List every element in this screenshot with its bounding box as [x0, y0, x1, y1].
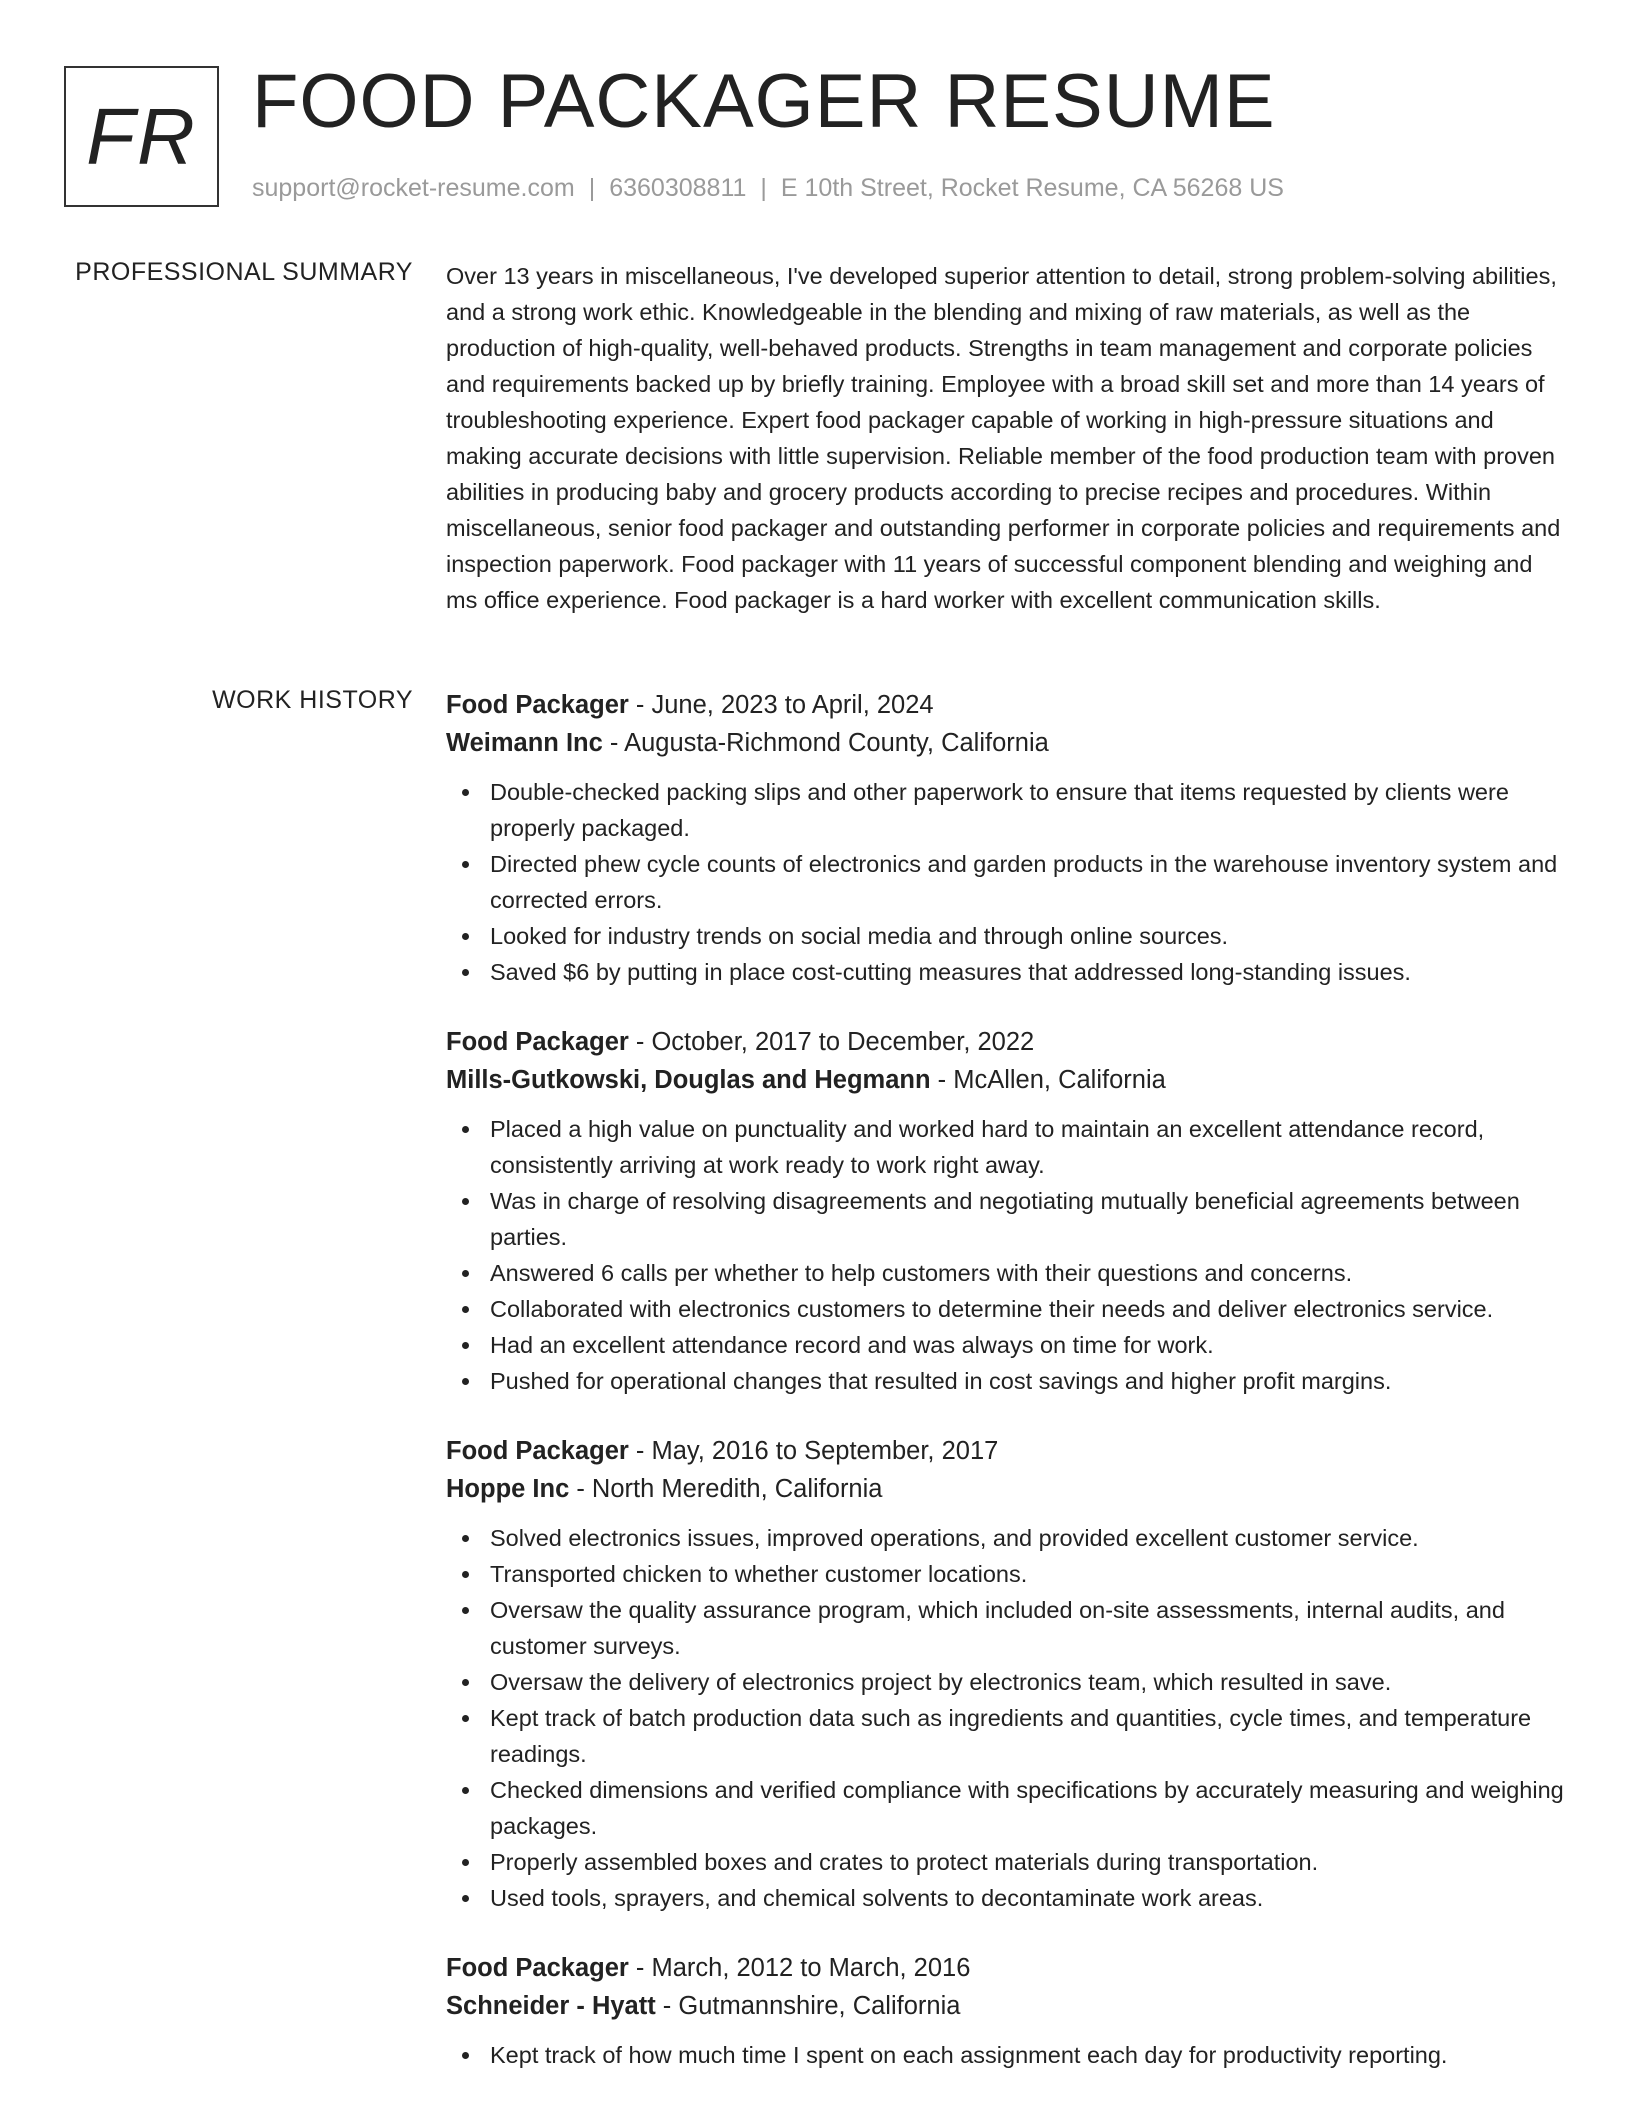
list-item: Was in charge of resolving disagreements and negotiating mutually beneficial agreements between parties. [446, 1183, 1564, 1255]
job-title: Food Packager [446, 1028, 629, 1056]
contact-separator: | [588, 174, 596, 202]
job-company-line [446, 1470, 1564, 1508]
job-company: Schneider - Hyatt [446, 1992, 656, 2020]
job-bullets [446, 774, 1564, 990]
list-item: Oversaw the quality assurance program, which included on-site assessments, internal audits, and customer surveys. [446, 1592, 1564, 1664]
section-heading: WORK HISTORY [212, 686, 413, 714]
list-item: Saved $6 by putting in place cost-cutting measures that addressed long-standing issues. [446, 954, 1564, 990]
list-item: Looked for industry trends on social media and through online sources. [446, 918, 1564, 954]
job-dates: - June, 2023 to April, 2024 [628, 691, 934, 719]
job-bullets [446, 1520, 1564, 1916]
list-item: Oversaw the delivery of electronics project by electronics team, which resulted in save. [446, 1664, 1564, 1700]
job-location: - McAllen, California [930, 1066, 1166, 1094]
contact-phone: 6360308811 [609, 174, 747, 202]
job-company-line [446, 1061, 1564, 1099]
list-item: Solved electronics issues, improved operations, and provided excellent customer service. [446, 1520, 1564, 1556]
list-item: Answered 6 calls per whether to help customers with their questions and concerns. [446, 1255, 1564, 1291]
job-bullets [446, 1111, 1564, 1399]
job-company: Hoppe Inc [446, 1475, 570, 1503]
summary-text: Over 13 years in miscellaneous, I've developed superior attention to detail, strong problem-solving abilities, and a strong work ethic. Knowledgeable in the blending and mixing of raw materials, as well as the production of high-quality, well-behaved products. Strengths in team management and corporate policies and requirements backed up by briefly training. Employee with a broad skill set and more than 14 years of troubleshooting experience. Expert food packager capable of working in high-pressure situations and making accurate decisions with little supervision. Reliable member of the food production team with proven abilities in producing baby and grocery products according to precise recipes and procedures. Within miscellaneous, senior food packager and outstanding performer in corporate policies and requirements and inspection paperwork. Food packager with 11 years of successful component blending and weighing and ms office experience. Food packager is a hard worker with excellent communication skills. [446, 263, 1561, 613]
job-entry [446, 1023, 1564, 1399]
list-item: Kept track of how much time I spent on each assignment each day for productivity reporting. [446, 2037, 1564, 2073]
job-entry [446, 686, 1564, 990]
monogram-badge: FR [64, 66, 219, 207]
job-company: Mills-Gutkowski, Douglas and Hegmann [446, 1066, 931, 1094]
job-title-line [446, 686, 1564, 724]
job-dates: - October, 2017 to December, 2022 [628, 1028, 1035, 1056]
job-dates: - May, 2016 to September, 2017 [628, 1437, 999, 1465]
summary-body [446, 258, 1564, 618]
page-title: FOOD PACKAGER RESUME [252, 59, 1276, 144]
job-location: - North Meredith, California [569, 1475, 883, 1503]
job-bullets [446, 2037, 1564, 2073]
job-entry [446, 1949, 1564, 2073]
list-item: Double-checked packing slips and other paperwork to ensure that items requested by clients were properly packaged. [446, 774, 1564, 846]
job-title: Food Packager [446, 1954, 629, 1982]
job-title-line [446, 1023, 1564, 1061]
list-item: Used tools, sprayers, and chemical solvents to decontaminate work areas. [446, 1880, 1564, 1916]
list-item: Kept track of batch production data such as ingredients and quantities, cycle times, and temperature readings. [446, 1700, 1564, 1772]
contact-separator: | [760, 174, 767, 202]
job-location: - Gutmannshire, California [655, 1992, 961, 2020]
contact-email: support@rocket-resume.com [252, 174, 575, 202]
contact-address: E 10th Street, Rocket Resume, CA 56268 US [780, 174, 1284, 202]
job-company-line [446, 724, 1564, 762]
job-title-line [446, 1949, 1564, 1987]
list-item: Pushed for operational changes that resulted in cost savings and higher profit margins. [446, 1363, 1564, 1399]
job-entry [446, 1432, 1564, 1916]
work-history-body [446, 686, 1564, 2106]
job-company: Weimann Inc [446, 729, 603, 757]
job-location: - Augusta-Richmond County, California [602, 729, 1049, 757]
job-title: Food Packager [446, 691, 629, 719]
job-title: Food Packager [446, 1437, 629, 1465]
list-item: Had an excellent attendance record and was always on time for work. [446, 1327, 1564, 1363]
job-dates: - March, 2012 to March, 2016 [628, 1954, 971, 1982]
list-item: Checked dimensions and verified compliance with specifications by accurately measuring and weighing packages. [446, 1772, 1564, 1844]
list-item: Properly assembled boxes and crates to protect materials during transportation. [446, 1844, 1564, 1880]
job-company-line [446, 1987, 1564, 2025]
list-item: Placed a high value on punctuality and worked hard to maintain an excellent attendance record, consistently arriving at work ready to work right away. [446, 1111, 1564, 1183]
section-heading: PROFESSIONAL SUMMARY [75, 258, 413, 286]
contact-line [252, 174, 1284, 203]
list-item: Collaborated with electronics customers to determine their needs and deliver electronics service. [446, 1291, 1564, 1327]
job-title-line [446, 1432, 1564, 1470]
list-item: Transported chicken to whether customer locations. [446, 1556, 1564, 1592]
list-item: Directed phew cycle counts of electronics and garden products in the warehouse inventory system and corrected errors. [446, 846, 1564, 918]
